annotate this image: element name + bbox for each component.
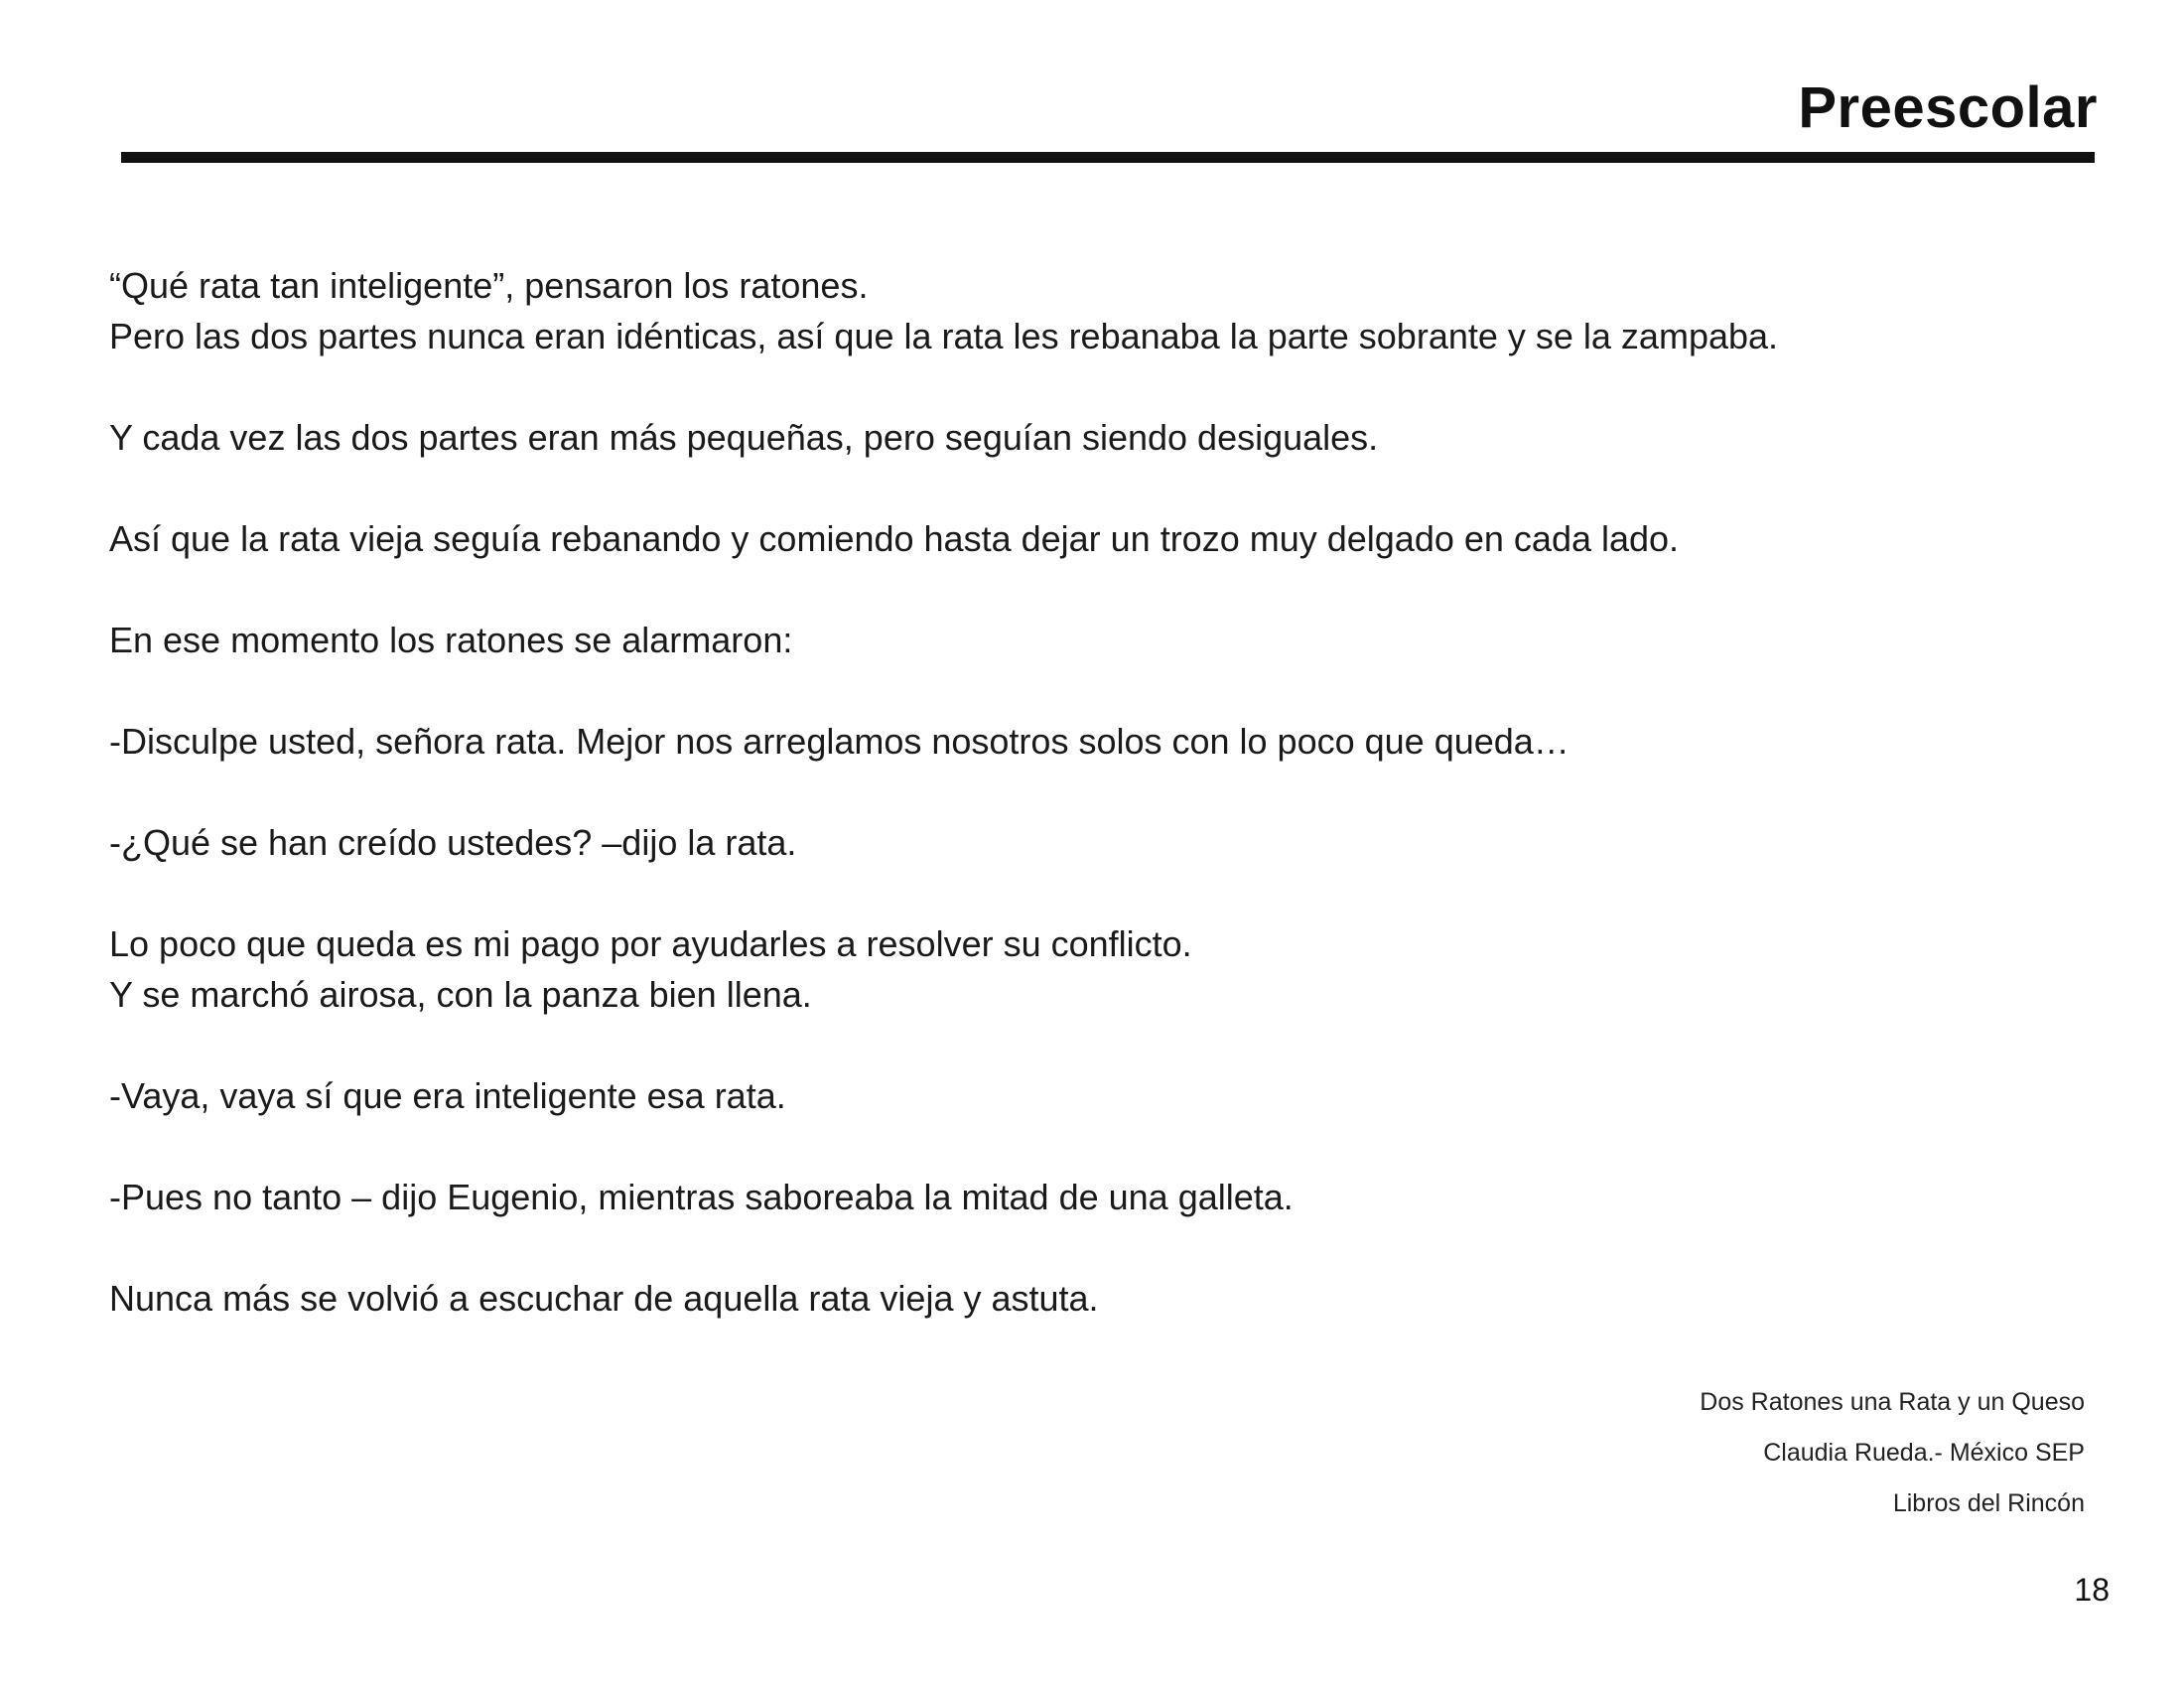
paragraph-spacer [109,1222,2095,1273]
credit-collection: Libros del Rincón [1892,1489,2085,1517]
paragraph-spacer [109,1020,2095,1070]
paragraph-spacer [109,564,2095,615]
story-line: -Vaya, vaya sí que era inteligente esa rata. [109,1075,786,1116]
story-line: Lo poco que queda es mi pago por ayudarles a resolver su conflicto. [109,923,1192,964]
paragraph-spacer [109,1121,2095,1172]
story-line: “Qué rata tan inteligente”, pensaron los ratones. [109,265,869,306]
story-line: -Pues no tanto – dijo Eugenio, mientras saboreaba la mitad de una galleta. [109,1177,1294,1217]
source-credits [1700,1377,2085,1529]
story-text [109,260,2095,1324]
paragraph-spacer [109,463,2095,513]
paragraph-spacer [109,361,2095,412]
story-line: Y se marchó airosa, con la panza bien llena. [109,974,812,1015]
page-number: 18 [2074,1572,2110,1608]
story-line: Nunca más se volvió a escuchar de aquella rata vieja y astuta. [109,1278,1099,1319]
story-line: Pero las dos partes nunca eran idénticas, así que la rata les rebanaba la parte sobrante y se la zampaba. [109,316,1779,356]
paragraph-spacer [109,665,2095,716]
story-line: Así que la rata vieja seguía rebanando y comiendo hasta dejar un trozo muy delgado en cada lado. [109,518,1680,559]
paragraph-spacer [109,868,2095,918]
page-title: Preescolar [1798,75,2098,140]
story-line: Y cada vez las dos partes eran más pequeñas, pero seguían siendo desiguales. [109,417,1379,458]
header-divider [121,152,2095,163]
story-line: -Disculpe usted, señora rata. Mejor nos arreglamos nosotros solos con lo poco que queda… [109,721,1570,762]
story-line: -¿Qué se han creído ustedes? –dijo la rata. [109,822,797,863]
story-line: En ese momento los ratones se alarmaron: [109,620,793,660]
credit-author: Claudia Rueda.- México SEP [1763,1439,2085,1467]
paragraph-spacer [109,767,2095,817]
credit-book-title: Dos Ratones una Rata y un Queso [1700,1388,2085,1416]
